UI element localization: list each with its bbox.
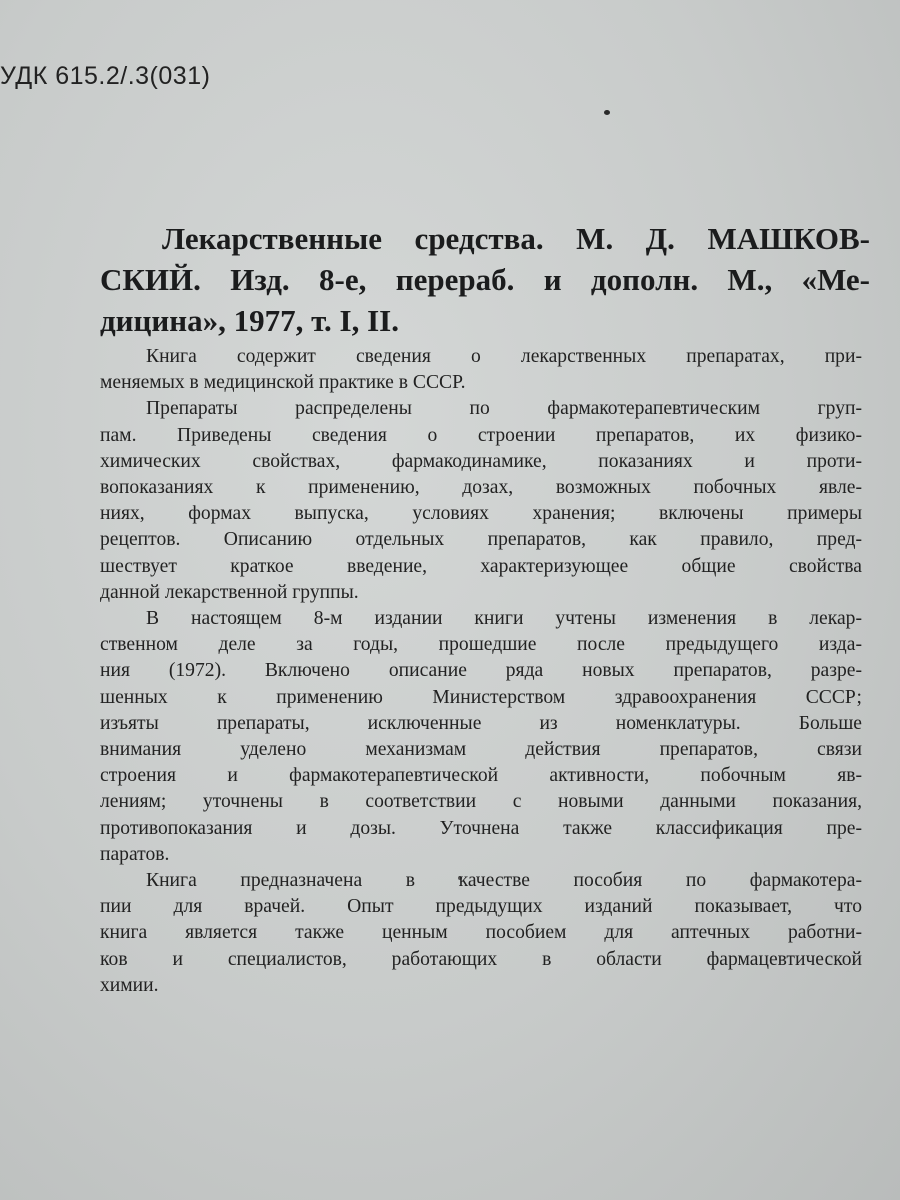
text-line: химических свойствах, фармакодинамике, показаниях и проти- [100,450,862,472]
text-line: изъяты препараты, исключенные из номенклатуры. Больше [100,712,862,734]
text-line: шествует краткое введение, характеризующее общие свойства [100,555,862,577]
paragraph [100,868,862,999]
text-line: ниях, формах выпуска, условиях хранения; включены примеры [100,503,862,525]
text-line: книга является также ценным пособием для аптечных работни- [100,922,862,944]
text-line: строения и фармакотерапевтической активности, побочным яв- [100,765,862,787]
title-line: Лекарственные средства. М. Д. МАШКОВ- [162,221,870,256]
text-line: паратов. [100,843,170,865]
text-line: пии для врачей. Опыт предыдущих изданий показывает, что [100,896,862,918]
annotation-text [100,344,862,999]
text-line: В настоящем 8-м издании книги учтены изменения в лекар- [146,608,862,630]
text-line: пам. Приведены сведения о строении препаратов, их физико- [100,424,862,446]
text-line: внимания уделено механизмам действия препаратов, связи [100,739,862,761]
text-line: противопоказания и дозы. Уточнена также классификация пре- [100,817,862,839]
text-line: рецептов. Описанию отдельных препаратов, как правило, пред- [100,529,862,551]
udk-code: УДК 615.2/.3(031) [0,62,211,90]
text-line: ков и специалистов, работающих в области фармацевтической [100,948,862,970]
paragraph [100,396,862,606]
title-line: дицина», 1977, т. I, II. [100,303,399,338]
text-line: шенных к применению Министерством здравоохранения СССР; [100,686,862,708]
text-line: Книга предназначена в качестве пособия по фармакотера- [146,870,862,892]
book-title [100,218,870,341]
text-line: Книга содержит сведения о лекарственных препаратах, при- [146,346,862,367]
text-line: ния (1972). Включено описание ряда новых препаратов, разре- [100,660,862,682]
text-line: данной лекарственной группы. [100,581,359,603]
title-line: СКИЙ. Изд. 8-е, перераб. и дополн. М., «Ме- [100,262,870,297]
paragraph [100,344,862,396]
text-line: ственном деле за годы, прошедшие после предыдущего изда- [100,634,862,656]
text-line: вопоказаниях к применению, дозах, возможных побочных явле- [100,477,862,499]
text-line: Препараты распределены по фармакотерапевтическим груп- [146,398,862,420]
text-line: химии. [100,974,159,996]
paragraph [100,606,862,868]
text-line: меняемых в медицинской практике в СССР. [100,372,466,394]
ink-speck [604,110,610,115]
text-line: лениям; уточнены в соответствии с новыми данными показания, [100,791,862,813]
